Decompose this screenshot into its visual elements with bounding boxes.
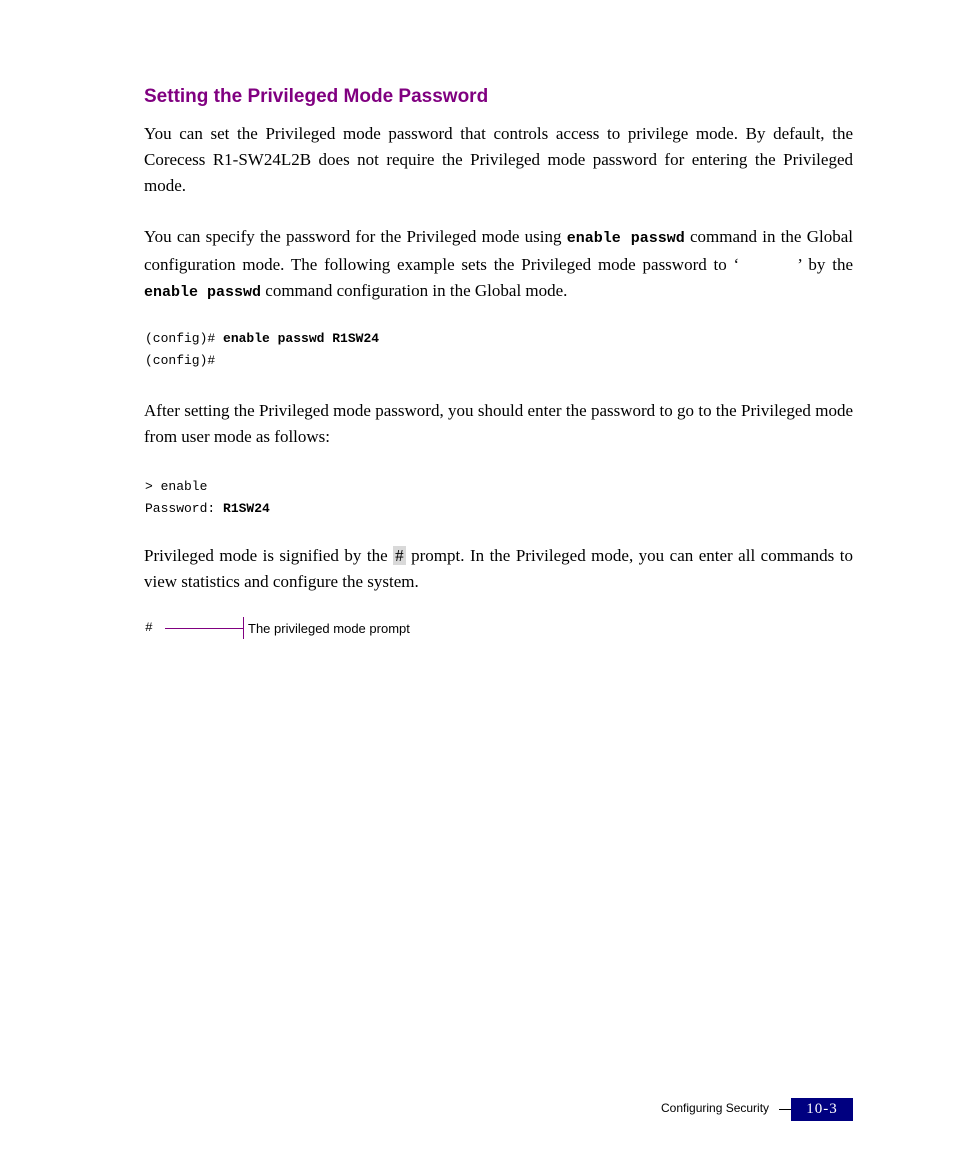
code-line: > enable — [145, 479, 208, 494]
code-line: (config)# — [145, 353, 216, 368]
section-title: Setting the Privileged Mode Password — [144, 86, 489, 107]
page-number: 10-3 — [791, 1098, 853, 1121]
hash-prompt-highlight: # — [395, 546, 404, 565]
para2-text-4: command configuration in the Global mode. — [261, 281, 568, 300]
code-line — [145, 498, 270, 520]
password-value: R1SW24 — [223, 501, 270, 516]
para4-text-1: Privileged mode is signified by the — [144, 546, 394, 565]
enable-passwd-command: enable passwd — [144, 284, 262, 301]
para4-text-2: prompt. In the Privileged mode, you can enter all commands to view statistics and configure the system. — [144, 546, 853, 591]
footer-chapter-title: Configuring Security — [661, 1101, 770, 1115]
callout-tick — [243, 617, 244, 639]
callout-line — [165, 628, 243, 629]
enable-passwd-command: enable passwd — [566, 230, 685, 247]
specify-password-paragraph — [144, 224, 853, 306]
para2-text-3: ’ by the — [797, 255, 853, 274]
para2-text-1: You can specify the password for the Privileged mode using — [144, 227, 567, 246]
privileged-prompt-symbol: # — [145, 620, 153, 635]
footer-divider — [779, 1109, 791, 1110]
privileged-mode-paragraph — [144, 543, 853, 595]
login-code-block — [145, 476, 270, 520]
config-code-block — [145, 328, 379, 372]
callout-label: The privileged mode prompt — [248, 621, 410, 636]
password-label: Password: — [145, 501, 224, 516]
intro-paragraph: You can set the Privileged mode password that controls access to privilege mode. By default, the Corecess R1-SW24L2B does not require the Privileged mode password for entering the Privileged mode. — [144, 124, 853, 195]
para2-text-2: command in the Global configuration mode. The following example sets the Privileged mode password to ‘ — [144, 227, 853, 274]
code-line — [145, 328, 379, 350]
after-setting-paragraph: After setting the Privileged mode password, you should enter the password to go to the Privileged mode from user mode as follows: — [144, 401, 853, 446]
config-command: enable passwd R1SW24 — [223, 331, 380, 346]
config-prompt: (config)# — [145, 331, 224, 346]
